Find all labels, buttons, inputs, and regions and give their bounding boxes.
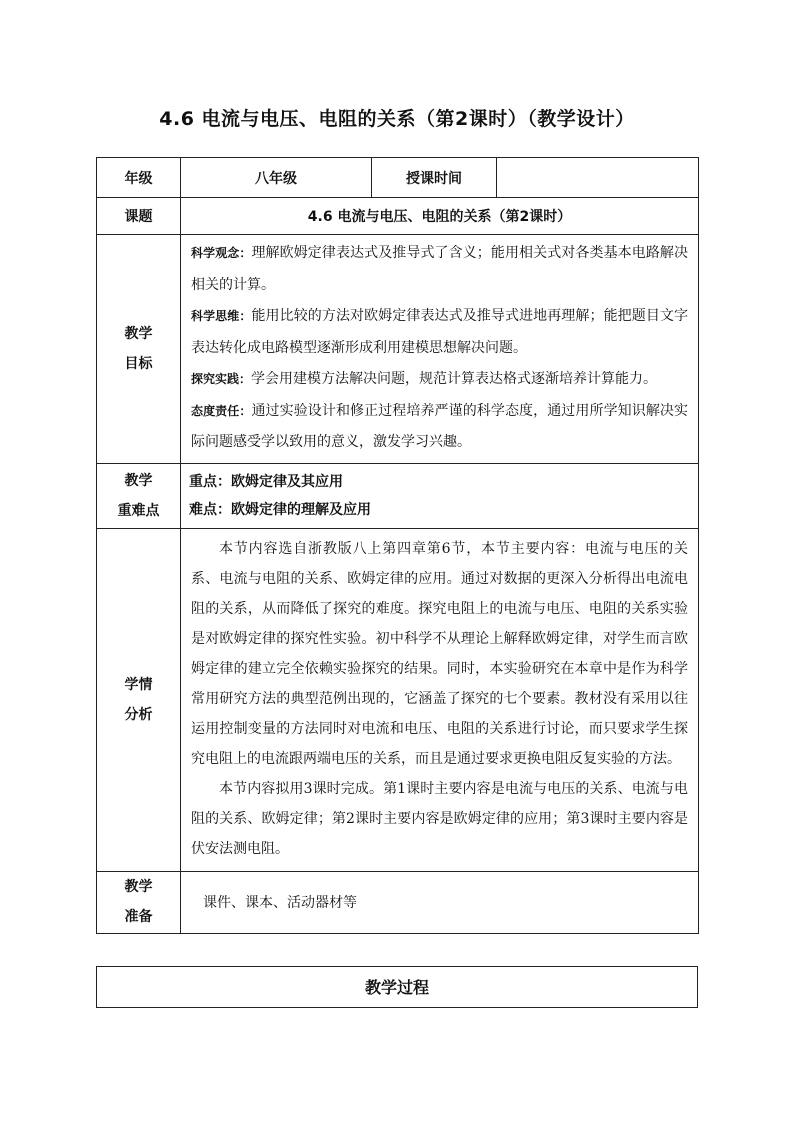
analysis-paragraph: 本节内容选自浙教版八上第四章第6节，本节主要内容：电流与电压的关系、电流与电阻的关系、欧姆定律的应用。通过对数据的更深入分析得出电流电阻的关系，从而降低了探究的难度。探究电阻上的电流与电压、电阻的关系实验是对欧姆定律的探究性实验。初中科学不从理论上解释欧姆定律，对学生而言欧姆定律的建立完全依赖实验探究的结果。同时，本实验研究在本章中是作为科学常用研究方法的典型范例出现的，它涵盖了探究的七个要素。教材没有采用以往运用控制变量的方法同时对电流和电压、电阻的关系进行讨论，而只要求学生探究电阻上的电流跟两端电压的关系，而且是通过要求更换电阻反复实验的方法。	[191, 540, 688, 767]
analysis-label-line-1: 学情	[124, 676, 153, 693]
objectives-content	[181, 235, 699, 464]
key-point: 重点：欧姆定律及其应用	[189, 473, 343, 490]
objective-item: 科学思维：能用比较的方法对欧姆定律表达式及推导式进地再理解；能把题目文字表达转化成电路模型逐渐形成利用建模思想解决问题。	[191, 308, 688, 356]
difficult-point: 难点：欧姆定律的理解及应用	[189, 501, 371, 518]
objectives-label	[97, 235, 181, 464]
keypoints-row	[97, 463, 699, 528]
objective-item: 科学观念：理解欧姆定律表达式及推导式了含义；能用相关式对各类基本电路解决相关的计算。	[191, 245, 688, 293]
analysis-paragraph: 本节内容拟用3课时完成。第1课时主要内容是电流与电压的关系、电流与电阻的关系、欧姆定律；第2课时主要内容是欧姆定律的应用；第3课时主要内容是伏安法测电阻。	[191, 780, 688, 857]
teaching-process-heading: 教学过程	[96, 966, 698, 1008]
topic-label: 课题	[97, 198, 181, 235]
objective-item: 态度责任：通过实验设计和修正过程培养严谨的科学态度，通过用所学知识解决实际问题感受学以致用的意义，激发学习兴趣。	[191, 402, 688, 450]
lesson-plan-table	[96, 157, 699, 934]
topic-row	[97, 198, 699, 235]
objectives-label-line-1: 教学	[124, 325, 153, 342]
keypoints-label-line-1: 教学	[124, 472, 153, 489]
grade-row	[97, 158, 699, 198]
keypoints-content	[181, 463, 699, 528]
analysis-content	[181, 528, 699, 871]
keypoints-label	[97, 463, 181, 528]
keypoints-label-line-2: 重难点	[117, 502, 160, 519]
topic-value: 4.6 电流与电压、电阻的关系（第2课时）	[181, 198, 699, 235]
analysis-row	[97, 528, 699, 871]
analysis-label-line-2: 分析	[124, 706, 153, 723]
document-title: 4.6 电流与电压、电阻的关系（第2课时）（教学设计）	[159, 108, 635, 130]
prep-label-line-2: 准备	[124, 909, 153, 925]
objectives-label-line-2: 目标	[124, 355, 153, 372]
time-label: 授课时间	[372, 158, 497, 198]
objectives-row	[97, 235, 699, 464]
grade-value: 八年级	[181, 158, 372, 198]
prep-label-line-1: 教学	[124, 879, 153, 895]
prep-label	[97, 871, 181, 933]
time-value	[497, 158, 699, 198]
analysis-label	[97, 528, 181, 871]
grade-label: 年级	[97, 158, 181, 198]
prep-value: 课件、课本、活动器材等	[181, 871, 699, 933]
objective-item: 探究实践：学会用建模方法解决问题，规范计算表达格式逐渐培养计算能力。	[191, 371, 658, 387]
prep-row	[97, 871, 699, 933]
